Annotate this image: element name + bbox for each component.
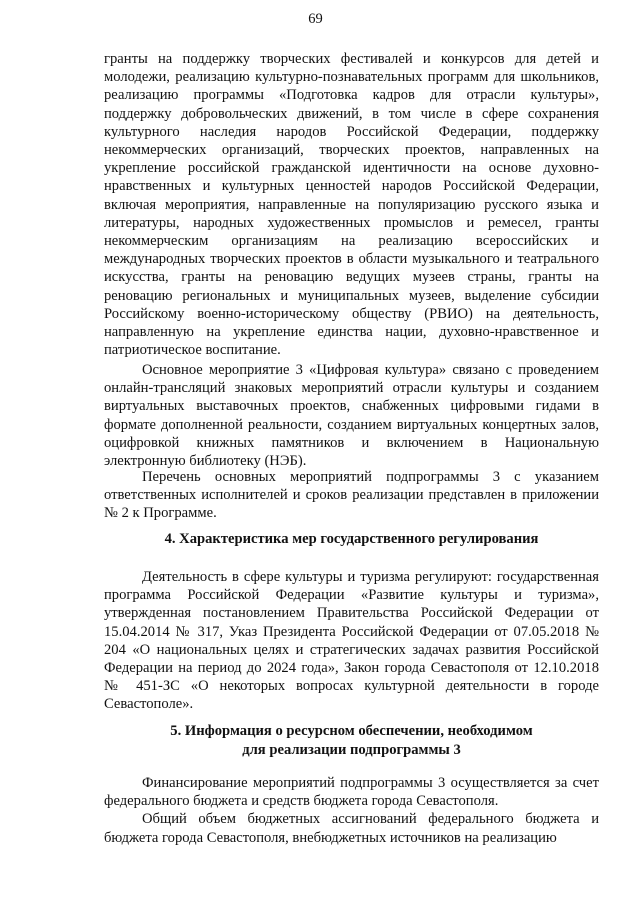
section-4-block [104,568,599,714]
section-5-heading [104,722,599,760]
list-reference-block [104,468,599,523]
section-4-paragraph: Деятельность в сфере культуры и туризма регулируют: государственная программа Российской Федерации «Развитие культуры и туризма», утвержденная постановлением Правительства Российской Федерации от 15.04.2014 № 317, Указ Президента Российской Федерации от 07.05.2018 № 204 «О национальных целях и стратегических задачах развития Российской Федерации на период до 2024 года», Закон города Севастополя от 12.10.2018 № 451-ЗС «О некоторых вопросах культурной деятельности в городе Севастополе». [104,569,599,713]
section-4-heading: 4. Характеристика мер государственного регулирования [164,531,539,547]
list-reference-paragraph: Перечень основных мероприятий подпрограммы 3 с указанием ответственных исполнителей и сроков реализации представлен в приложении № 2 к Программе. [104,469,599,522]
intro-paragraph-block [104,50,599,359]
intro-paragraph: гранты на поддержку творческих фестивалей и конкурсов для детей и молодежи, реализацию культурно-познавательных программ для школьников, реализацию программы «Подготовка кадров для отрасли культуры», поддержку добровольческих движений, в том числе в сфере сохранения культурного наследия народов Российской Федерации, поддержку некоммерческих организаций, творческих проектов, направленных на укрепление российской гражданской идентичности на основе духовно-нравственных и культурных ценностей народов Российской Федерации, включая мероприятия, направленные на популяризацию русского языка и литературы, народных художественных промыслов и ремесел, гранты некоммерческим организациям на реализацию всероссийских и международных творческих проектов в области музыкального и театрального искусства, гранты на реновацию ведущих музеев страны, гранты на реновацию региональных и муниципальных музеев, выделение субсидии Российскому военно-историческому обществу (РВИО) на деятельность, направленную на укрепление единства нации, духовно-нравственное и патриотическое воспитание. [104,51,599,359]
section-5-paragraph-2: Общий объем бюджетных ассигнований федерального бюджета и бюджета города Севастополя, внебюджетных источников на реализацию [104,811,599,846]
digital-culture-block [104,361,599,470]
section-5-paragraph-1: Финансирование мероприятий подпрограммы 3 осуществляется за счет федерального бюджета и средств бюджета города Севастополя. [104,775,599,810]
section-5-block [104,774,599,847]
section-5-heading-line-1: 5. Информация о ресурсном обеспечении, необходимом [170,723,533,739]
section-5-heading-line-2: для реализации подпрограммы 3 [242,742,461,758]
digital-culture-paragraph: Основное мероприятие 3 «Цифровая культура» связано с проведением онлайн-трансляций знаковых мероприятий отрасли культуры и созданием виртуальных выставочных проектов, снабженных цифровыми гидами в формате дополненной реальности, созданием виртуальных концертных залов, оцифровкой книжных памятников и включением в Национальную электронную библиотеку (НЭБ). [104,362,599,470]
page-number: 69 [308,11,323,27]
